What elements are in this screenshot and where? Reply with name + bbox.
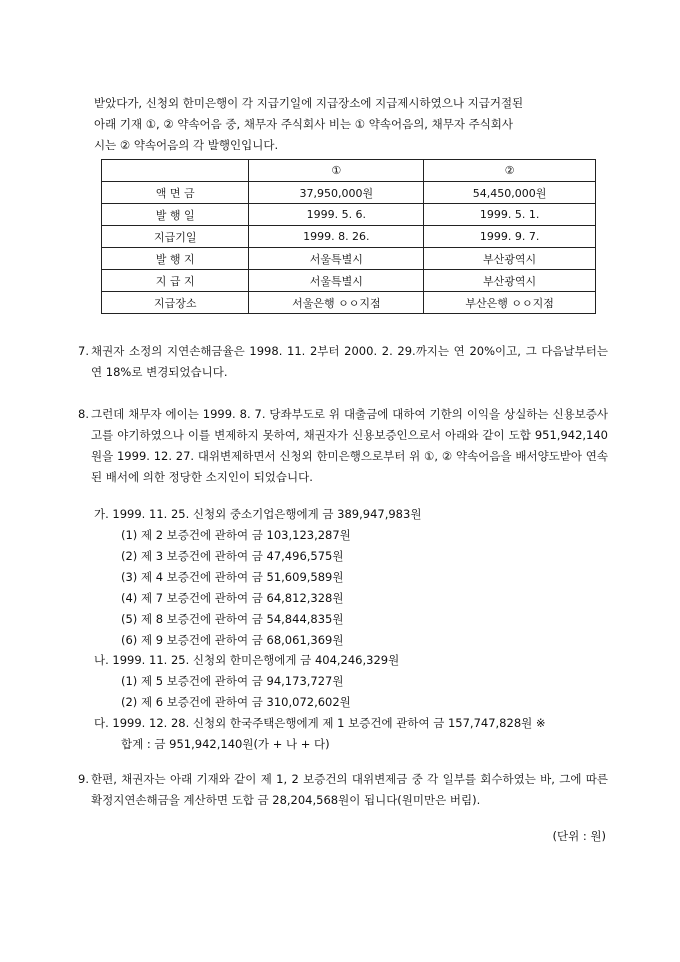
subitem-na-line: (2) 제 6 보증건에 관하여 금 310,072,602원 xyxy=(121,695,351,709)
table-row xyxy=(102,182,596,204)
subitem-ga-line: (1) 제 2 보증건에 관하여 금 103,123,287원 xyxy=(121,528,351,542)
subitem-ga-line: (6) 제 9 보증건에 관하여 금 68,061,369원 xyxy=(121,633,344,647)
table-row xyxy=(102,270,596,292)
paragraph-number: 7. xyxy=(78,344,89,358)
table-cell: 부산광역시 xyxy=(424,248,596,270)
table-cell: 37,950,000원 xyxy=(249,182,424,204)
table-cell: 54,450,000원 xyxy=(424,182,596,204)
paragraph-9 xyxy=(78,769,608,811)
row-label: 지 급 지 xyxy=(102,270,249,292)
table-cell: 서울특별시 xyxy=(249,270,424,292)
row-label: 지급장소 xyxy=(102,292,249,314)
promissory-note-table xyxy=(101,159,596,314)
table-row xyxy=(102,248,596,270)
paragraph-number: 9. xyxy=(78,772,89,786)
subitem-na-line: (1) 제 5 보증건에 관하여 금 94,173,727원 xyxy=(121,674,344,688)
table-header-row xyxy=(102,160,596,182)
subitem-da-heading: 다. 1999. 12. 28. 신청외 한국주택은행에게 제 1 보증건에 관하여 금 157,747,828원 ※ xyxy=(94,716,546,730)
paragraph-8 xyxy=(78,404,608,488)
row-label: 발 행 지 xyxy=(102,248,249,270)
subitem-na-heading: 나. 1999. 11. 25. 신청외 한미은행에게 금 404,246,329원 xyxy=(94,653,400,667)
table-cell: 1999. 8. 26. xyxy=(249,226,424,248)
row-label: 액 면 금 xyxy=(102,182,249,204)
subitem-ga-line: (2) 제 3 보증건에 관하여 금 47,496,575원 xyxy=(121,549,344,563)
paragraph-text: 한편, 채권자는 아래 기재와 같이 제 1, 2 보증건의 대위변제금 중 각 일부를 회수하였는 바, 그에 따른 확정지연손해금을 계산하면 도합 금 28,204,568원이 됩니다(원미만은 버림). xyxy=(91,772,608,807)
intro-paragraph xyxy=(94,93,614,156)
table-cell: 서울은행 ㅇㅇ지점 xyxy=(249,292,424,314)
table-cell: 부산은행 ㅇㅇ지점 xyxy=(424,292,596,314)
table-cell: 1999. 5. 6. xyxy=(249,204,424,226)
table-header-cell: ② xyxy=(424,160,596,182)
total-amount: 합계 : 금 951,942,140원(가 + 나 + 다) xyxy=(121,737,330,751)
subitem-ga-line: (4) 제 7 보증건에 관하여 금 64,812,328원 xyxy=(121,591,344,605)
table-header-cell: ① xyxy=(249,160,424,182)
intro-line: 아래 기재 ①, ② 약속어음 중, 채무자 주식회사 비는 ① 약속어음의, 채무자 주식회사 xyxy=(94,117,514,131)
row-label: 지급기일 xyxy=(102,226,249,248)
table-cell: 1999. 5. 1. xyxy=(424,204,596,226)
table-cell: 1999. 9. 7. xyxy=(424,226,596,248)
paragraph-7 xyxy=(78,341,608,383)
unit-label: (단위 : 원) xyxy=(552,829,606,843)
table-header-cell xyxy=(102,160,249,182)
table-cell: 부산광역시 xyxy=(424,270,596,292)
subitem-ga-line: (3) 제 4 보증건에 관하여 금 51,609,589원 xyxy=(121,570,344,584)
table-row xyxy=(102,204,596,226)
intro-line: 시는 ② 약속어음의 각 발행인입니다. xyxy=(94,138,279,152)
subitem-ga-heading: 가. 1999. 11. 25. 신청외 중소기업은행에게 금 389,947,983원 xyxy=(94,507,422,521)
paragraph-text: 채권자 소정의 지연손해금율은 1998. 11. 2부터 2000. 2. 29.까지는 연 20%이고, 그 다음날부터는 연 18%로 변경되었습니다. xyxy=(91,344,608,379)
table-row xyxy=(102,292,596,314)
row-label: 발 행 일 xyxy=(102,204,249,226)
paragraph-number: 8. xyxy=(78,407,89,421)
subitem-ga-line: (5) 제 8 보증건에 관하여 금 54,844,835원 xyxy=(121,612,344,626)
intro-line: 받았다가, 신청외 한미은행이 각 지급기일에 지급장소에 지급제시하였으나 지급거절된 xyxy=(94,96,524,110)
paragraph-text: 그런데 채무자 에이는 1999. 8. 7. 당좌부도로 위 대출금에 대하여 기한의 이익을 상실하는 신용보증사고를 야기하였으나 이를 변제하지 못하여, 채권자가 신용보증인으로서 아래와 같이 도합 951,942,140원을 1999. 12. 27. 대위변제하면서 신청외 한미은행으로부터 위 ①, ② 약속어음을 배서양도받아 연속된 배서에 의한 정당한 소지인이 되었습니다. xyxy=(91,407,608,484)
table-row xyxy=(102,226,596,248)
table-cell: 서울특별시 xyxy=(249,248,424,270)
